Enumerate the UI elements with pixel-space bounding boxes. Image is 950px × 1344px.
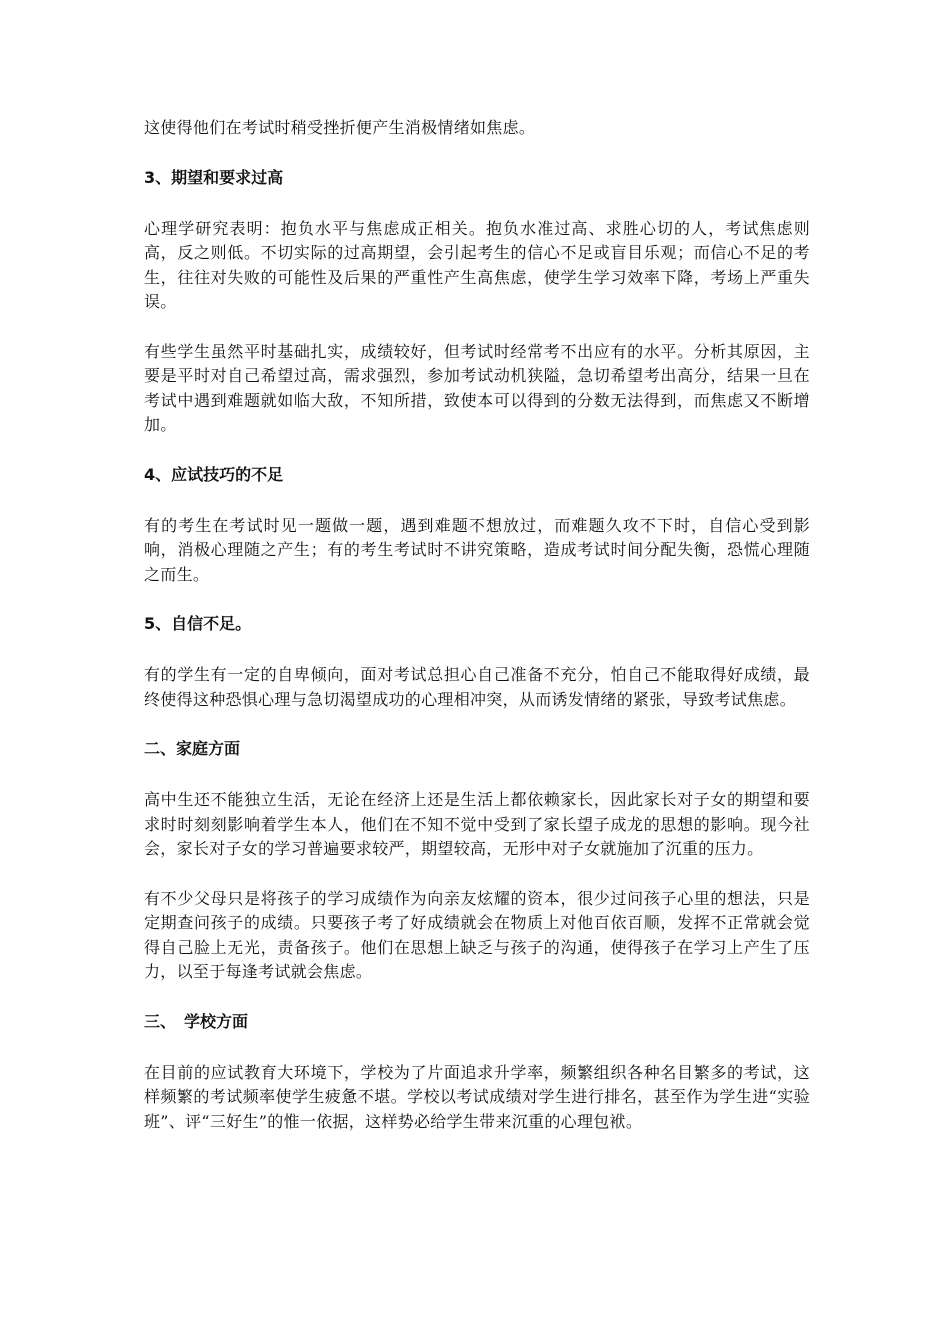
paragraph-exam-skills: 有的考生在考试时见一题做一题，遇到难题不想放过，而难题久攻不下时，自信心受到影响，消极心理随之产生；有的考生考试时不讲究策略，造成考试时间分配失衡，恐慌心理随之而生。 xyxy=(144,515,810,584)
heading-self-confidence: 5、自信不足。 xyxy=(144,614,252,633)
paragraph-high-expectations: 有些学生虽然平时基础扎实，成绩较好，但考试时经常考不出应有的水平。分析其原因，主要是平时对自己希望过高，需求强烈，参加考试动机狭隘，急切希望考出高分，结果一旦在考试中遇到难题就如临大敌，不知所措，致使本可以得到的分数无法得到，而焦虑又不断增加。 xyxy=(144,341,810,434)
paragraph-family-dependence: 高中生还不能独立生活，无论在经济上还是生活上都依赖家长，因此家长对子女的期望和要求时时刻刻影响着学生本人，他们在不知不觉中受到了家长望子成龙的思想的影响。现今社会，家长对子女的学习普遍要求较严，期望较高，无形中对子女就施加了沉重的压力。 xyxy=(144,790,810,858)
heading-school: 三、 学校方面 xyxy=(144,1011,249,1031)
heading-exam-skills: 4、应试技巧的不足 xyxy=(144,464,284,484)
heading-family: 二、家庭方面 xyxy=(144,739,241,758)
document-page xyxy=(144,116,810,1134)
paragraph-frustration: 这使得他们在考试时稍受挫折便产生消极情绪如焦虑。 xyxy=(144,118,536,137)
paragraph-self-confidence: 有的学生有一定的自卑倾向，面对考试总担心自己准备不充分，怕自己不能取得好成绩，最终使得这种恐惧心理与急切渴望成功的心理相冲突，从而诱发情绪的紧张，导致考试焦虑。 xyxy=(144,665,810,709)
paragraph-parents: 有不少父母只是将孩子的学习成绩作为向亲友炫耀的资本，很少过问孩子心里的想法，只是定期查问孩子的成绩。只要孩子考了好成绩就会在物质上对他百依百顺，发挥不正常就会觉得自己脸上无光，责备孩子。他们在思想上缺乏与孩子的沟通，使得孩子在学习上产生了压力，以至于每逢考试就会焦虑。 xyxy=(144,888,810,981)
paragraph-school: 在目前的应试教育大环境下，学校为了片面追求升学率，频繁组织各种名目繁多的考试，这样频繁的考试频率使学生疲惫不堪。学校以考试成绩对学生进行排名，甚至作为学生进“实验班”、评“三好生”的惟一依据，这样势必给学生带来沉重的心理包袱。 xyxy=(144,1062,810,1131)
heading-expectations: 3、期望和要求过高 xyxy=(144,167,284,187)
paragraph-aspiration-level: 心理学研究表明：抱负水平与焦虑成正相关。抱负水准过高、求胜心切的人，考试焦虑则高，反之则低。不切实际的过高期望，会引起考生的信心不足或盲目乐观；而信心不足的考生，往往对失败的可能性及后果的严重性产生高焦虑，使学生学习效率下降，考场上严重失误。 xyxy=(144,218,810,311)
